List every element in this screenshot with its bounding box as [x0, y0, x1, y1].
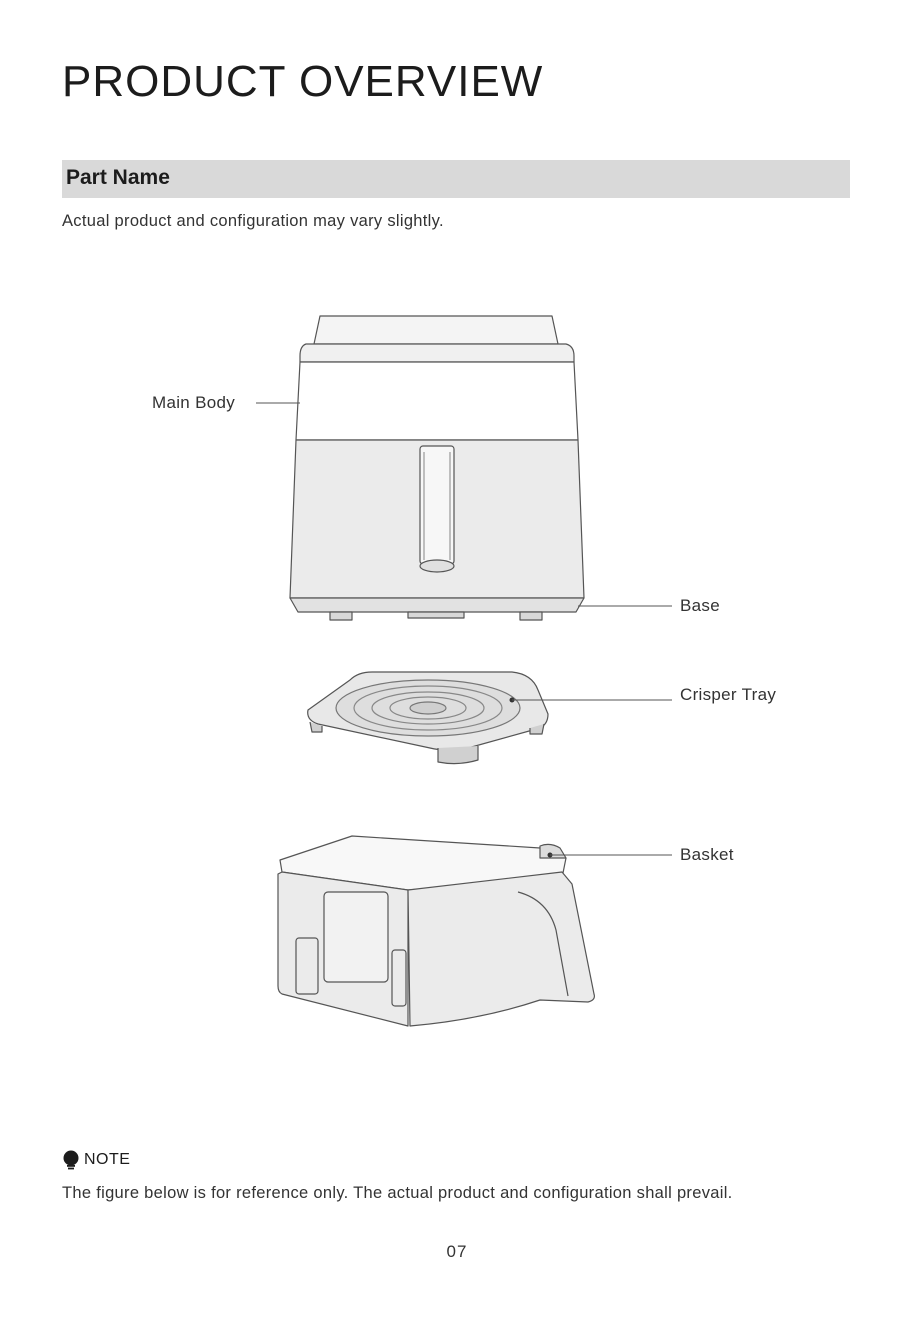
label-base: Base — [680, 596, 720, 615]
label-main-body: Main Body — [152, 393, 236, 412]
page-number: 07 — [446, 1242, 468, 1261]
label-basket: Basket — [680, 845, 734, 864]
crisper-tray-illustration — [308, 672, 548, 764]
note-heading — [62, 1150, 130, 1170]
intro-text: Actual product and configuration may vary slightly. — [62, 212, 444, 230]
section-title: Part Name — [66, 166, 170, 189]
note-text: The figure below is for reference only. The actual product and configuration shall prevail. — [62, 1184, 733, 1202]
label-crisper-tray: Crisper Tray — [680, 685, 777, 704]
page-title: PRODUCT OVERVIEW — [62, 57, 544, 106]
note-heading-text: NOTE — [84, 1151, 131, 1168]
lightbulb-icon — [62, 1150, 80, 1170]
basket-illustration — [278, 836, 594, 1026]
main-body-illustration — [290, 316, 584, 620]
